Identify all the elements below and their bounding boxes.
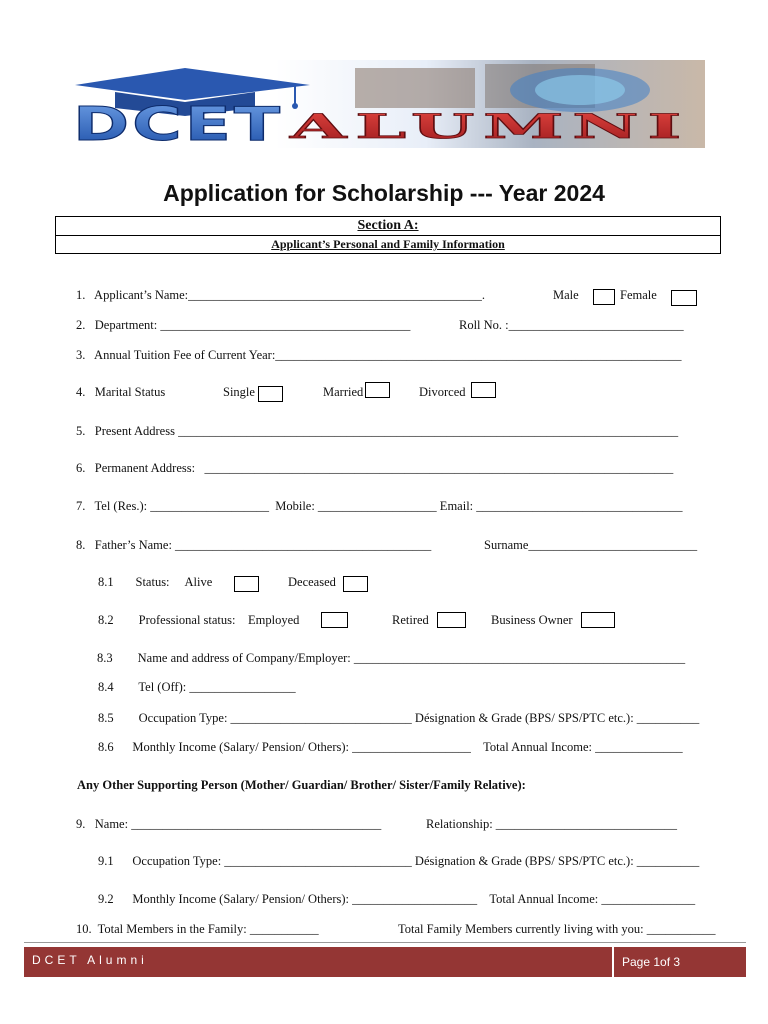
male-label: Male: [553, 288, 579, 302]
page-title: Application for Scholarship --- Year 2024: [163, 180, 605, 206]
relationship-field[interactable]: Relationship: _____________________________: [426, 817, 678, 831]
contact-field[interactable]: 7. Tel (Res.): ___________________ Mobile: ___________________ Email: _________________________________: [76, 499, 683, 513]
female-checkbox[interactable]: [671, 290, 697, 306]
logo-graphic: [55, 60, 705, 148]
business-owner-label: Business Owner: [491, 613, 573, 627]
single-checkbox[interactable]: [258, 386, 283, 402]
footer-divider: [24, 942, 746, 943]
female-label: Female: [620, 288, 657, 302]
section-header: [55, 216, 721, 254]
section-subheading: Applicant’s Personal and Family Information: [271, 237, 505, 251]
svg-text:ALUMNI: ALUMNI: [287, 107, 690, 147]
retired-label: Retired: [392, 613, 429, 627]
section-heading: Section A:: [56, 217, 720, 236]
male-checkbox[interactable]: [593, 289, 615, 305]
father-name-field[interactable]: 8. Father’s Name: _________________________________________: [76, 538, 432, 552]
supporter-name-field[interactable]: 9. Name: ________________________________________: [76, 817, 382, 831]
employer-field[interactable]: 8.3 Name and address of Company/Employer: _____________________________________________________: [97, 651, 686, 665]
married-checkbox[interactable]: [365, 382, 390, 398]
retired-checkbox[interactable]: [437, 612, 466, 628]
supporter-occupation-field[interactable]: 9.1 Occupation Type: ______________________________ Désignation & Grade (BPS/ SPS/PTC etc.): __________: [98, 854, 700, 868]
business-owner-checkbox[interactable]: [581, 612, 615, 628]
present-address-field[interactable]: 5. Present Address ________________________________________________________________________________: [76, 424, 679, 438]
page-number: Page 1of 3: [612, 947, 746, 977]
family-living-field[interactable]: Total Family Members currently living with you: ___________: [398, 922, 716, 936]
divorced-checkbox[interactable]: [471, 382, 496, 398]
deceased-label: Deceased: [288, 575, 336, 589]
department-field[interactable]: 2. Department: ________________________________________: [76, 318, 411, 332]
married-label: Married: [323, 385, 364, 399]
single-label: Single: [223, 385, 255, 399]
employed-checkbox[interactable]: [321, 612, 348, 628]
professional-status-label: 8.2 Professional status: Employed: [98, 613, 300, 627]
father-status-label: 8.1 Status: Alive: [98, 575, 213, 589]
tel-off-field[interactable]: 8.4 Tel (Off): _________________: [98, 680, 296, 694]
father-occupation-field[interactable]: 8.5 Occupation Type: _____________________________ Désignation & Grade (BPS/ SPS/PTC etc.): __________: [98, 711, 700, 725]
marital-status-label: 4. Marital Status: [76, 385, 166, 399]
dcet-alumni-logo: [55, 60, 705, 148]
other-supporting-heading: Any Other Supporting Person (Mother/ Guardian/ Brother/ Sister/Family Relative):: [77, 778, 526, 792]
surname-field[interactable]: Surname___________________________: [484, 538, 698, 552]
page-footer: [24, 947, 746, 977]
tuition-fee-field[interactable]: 3. Annual Tuition Fee of Current Year:_________________________________________________________________: [76, 348, 682, 362]
svg-text:DCET: DCET: [73, 97, 283, 148]
roll-no-field[interactable]: Roll No. :____________________________: [459, 318, 684, 332]
applicant-name-field[interactable]: 1. Applicant’s Name:_______________________________________________.: [76, 288, 486, 302]
footer-org-name: DCET Alumni: [32, 953, 148, 967]
alive-checkbox[interactable]: [234, 576, 259, 592]
supporter-income-field[interactable]: 9.2 Monthly Income (Salary/ Pension/ Others): ____________________ Total Annual Income: _______________: [98, 892, 696, 906]
divorced-label: Divorced: [419, 385, 466, 399]
deceased-checkbox[interactable]: [343, 576, 368, 592]
father-income-field[interactable]: 8.6 Monthly Income (Salary/ Pension/ Others): ___________________ Total Annual Income: ______________: [98, 740, 683, 754]
permanent-address-field[interactable]: 6. Permanent Address: ___________________________________________________________________________: [76, 461, 674, 475]
family-members-field[interactable]: 10. Total Members in the Family: ___________: [76, 922, 319, 936]
